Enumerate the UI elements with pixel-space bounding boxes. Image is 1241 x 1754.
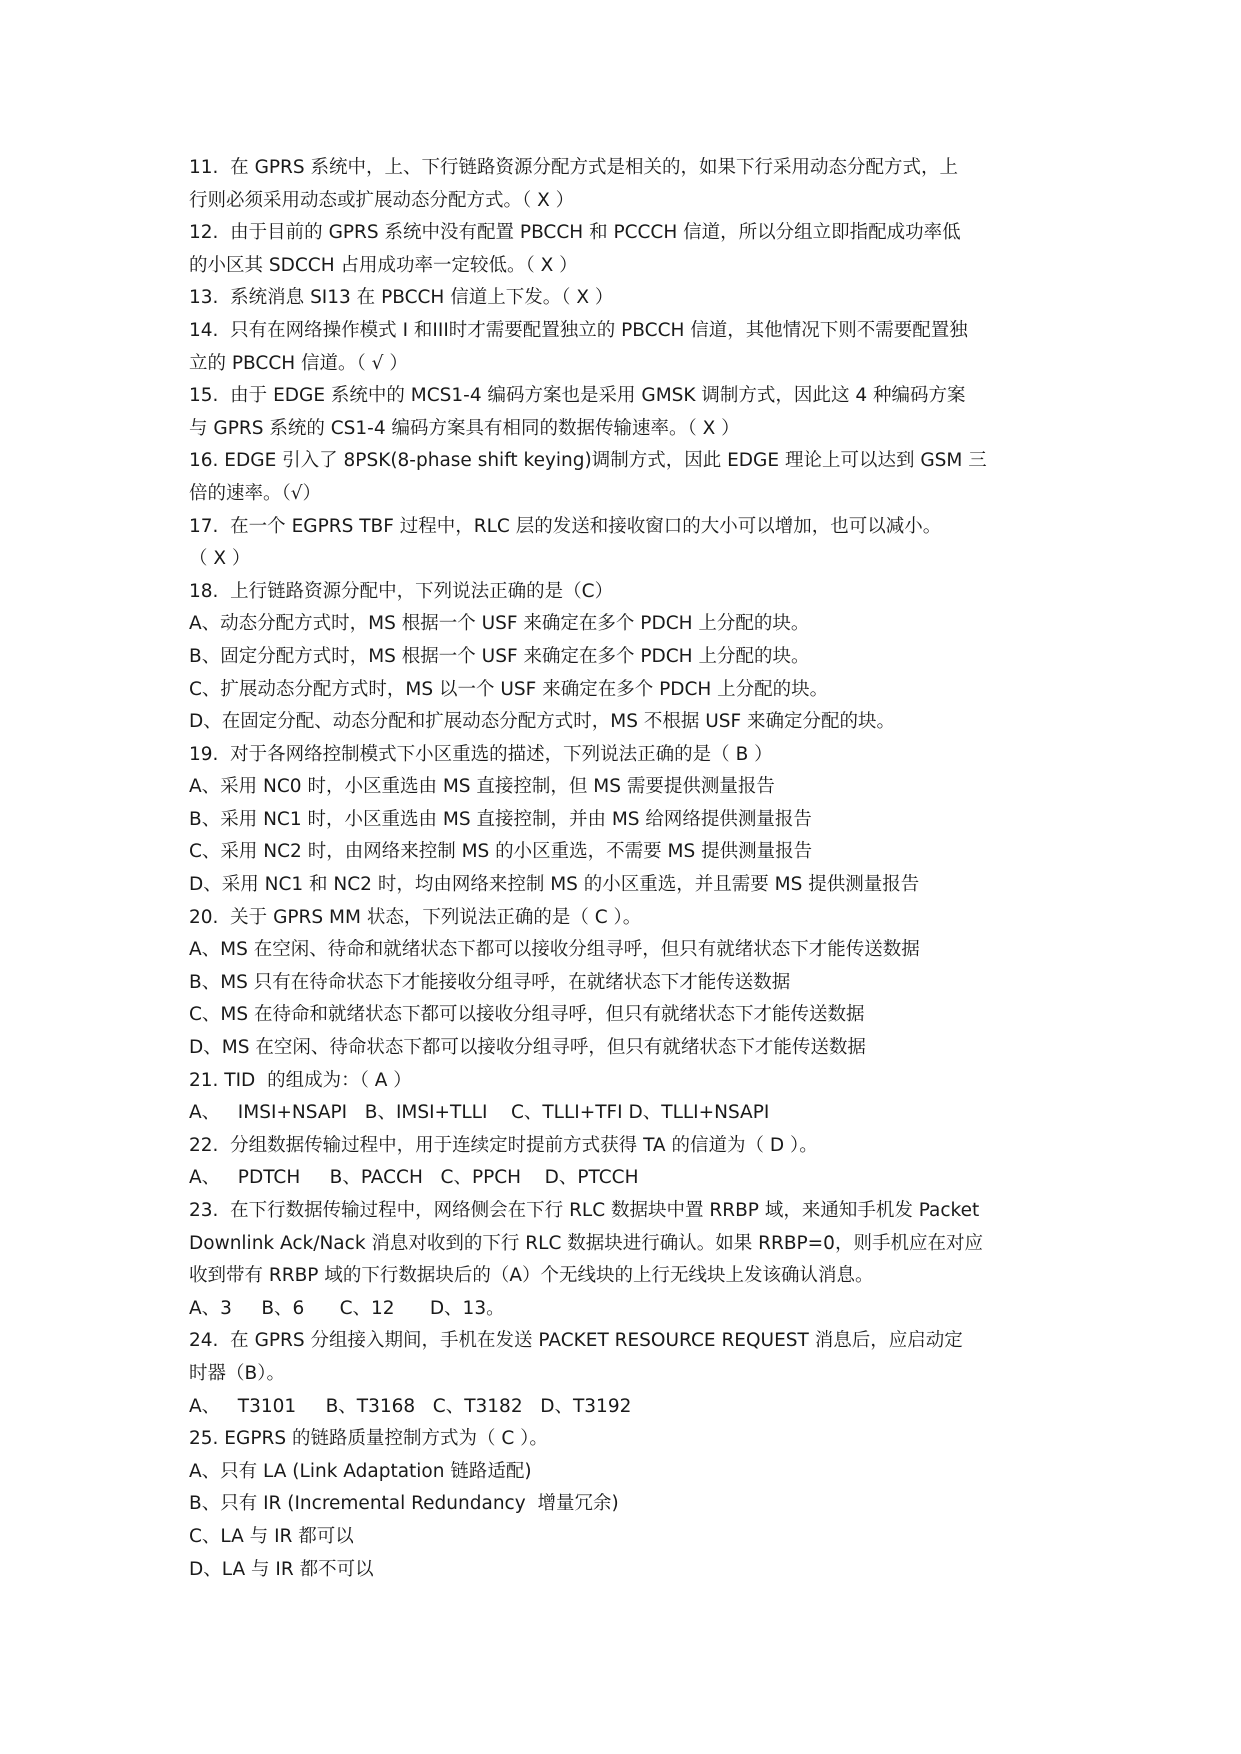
text-line: 立的 PBCCH 信道。（ √ ）: [189, 352, 408, 374]
text-line: A、动态分配方式时，MS 根据一个 USF 来确定在多个 PDCH 上分配的块。: [189, 613, 810, 635]
text-line: Downlink Ack/Nack 消息对收到的下行 RLC 数据块进行确认。如果 RRBP=0，则手机应在对应: [189, 1232, 983, 1254]
text-line: A、 T3101 B、T3168 C、T3182 D、T3192: [189, 1395, 632, 1417]
text-line: 时器（B）。: [189, 1362, 285, 1384]
text-line: 25. EGPRS 的链路质量控制方式为（ C ）。: [189, 1428, 548, 1450]
text-line: B、只有 IR (Incremental Redundancy 增量冗余): [189, 1493, 619, 1515]
text-line: C、扩展动态分配方式时，MS 以一个 USF 来确定在多个 PDCH 上分配的块。: [189, 678, 829, 700]
text-line: 行则必须采用动态或扩展动态分配方式。（ X ）: [189, 189, 575, 211]
text-line: 17. 在一个 EGPRS TBF 过程中，RLC 层的发送和接收窗口的大小可以增加，也可以减小。: [189, 515, 942, 537]
text-line: D、MS 在空闲、待命状态下都可以接收分组寻呼，但只有就绪状态下才能传送数据: [189, 1037, 866, 1059]
text-line: 收到带有 RRBP 域的下行数据块后的（A）个无线块的上行无线块上发该确认消息。: [189, 1265, 874, 1287]
question-list: [189, 152, 1059, 1586]
text-line: 倍的速率。（√）: [189, 482, 322, 504]
text-line: C、采用 NC2 时，由网络来控制 MS 的小区重选，不需要 MS 提供测量报告: [189, 841, 813, 863]
text-line: C、LA 与 IR 都可以: [189, 1525, 354, 1547]
text-line: 22. 分组数据传输过程中，用于连续定时提前方式获得 TA 的信道为（ D ）。: [189, 1134, 818, 1156]
text-line: D、采用 NC1 和 NC2 时，均由网络来控制 MS 的小区重选，并且需要 MS 提供测量报告: [189, 874, 920, 896]
text-line: 的小区其 SDCCH 占用成功率一定较低。（ X ）: [189, 254, 578, 276]
text-line: D、在固定分配、动态分配和扩展动态分配方式时，MS 不根据 USF 来确定分配的块。: [189, 711, 896, 733]
text-line: 18. 上行链路资源分配中，下列说法正确的是（C）: [189, 580, 614, 602]
text-line: A、只有 LA (Link Adaptation 链路适配): [189, 1460, 532, 1482]
text-line: 15. 由于 EDGE 系统中的 MCS1-4 编码方案也是采用 GMSK 调制方式，因此这 4 种编码方案: [189, 385, 966, 407]
text-line: 11. 在 GPRS 系统中，上、下行链路资源分配方式是相关的，如果下行采用动态分配方式，上: [189, 157, 959, 178]
text-line: 14. 只有在网络操作模式 I 和III时才需要配置独立的 PBCCH 信道，其他情况下则不需要配置独: [189, 319, 968, 341]
text-line: A、采用 NC0 时，小区重选由 MS 直接控制，但 MS 需要提供测量报告: [189, 776, 775, 798]
text-line: B、采用 NC1 时，小区重选由 MS 直接控制，并由 MS 给网络提供测量报告: [189, 808, 812, 830]
text-line: C、MS 在待命和就绪状态下都可以接收分组寻呼，但只有就绪状态下才能传送数据: [189, 1004, 865, 1026]
text-line: 20. 关于 GPRS MM 状态，下列说法正确的是（ C ）。: [189, 906, 642, 928]
text-line: 23. 在下行数据传输过程中，网络侧会在下行 RLC 数据块中置 RRBP 域，来通知手机发 Packet: [189, 1200, 980, 1221]
text-line: 13. 系统消息 SI13 在 PBCCH 信道上下发。（ X ）: [189, 287, 614, 309]
text-line: A、 PDTCH B、PACCH C、PPCH D、PTCCH: [189, 1167, 639, 1189]
text-line: 与 GPRS 系统的 CS1-4 编码方案具有相同的数据传输速率。（ X ）: [189, 417, 740, 439]
text-line: B、固定分配方式时，MS 根据一个 USF 来确定在多个 PDCH 上分配的块。: [189, 645, 810, 667]
text-line: A、3 B、6 C、12 D、13。: [189, 1297, 505, 1319]
text-line: 24. 在 GPRS 分组接入期间，手机在发送 PACKET RESOURCE REQUEST 消息后，应启动定: [189, 1330, 963, 1352]
text-line: 19. 对于各网络控制模式下小区重选的描述，下列说法正确的是（ B ）: [189, 743, 773, 765]
text-line: 16. EDGE 引入了 8PSK(8-phase shift keying)调制方式，因此 EDGE 理论上可以达到 GSM 三: [189, 450, 987, 472]
text-line: A、 IMSI+NSAPI B、IMSI+TLLI C、TLLI+TFI D、TLLI+NSAPI: [189, 1102, 770, 1124]
text-line: B、MS 只有在待命状态下才能接收分组寻呼，在就绪状态下才能传送数据: [189, 971, 791, 993]
text-line: D、LA 与 IR 都不可以: [189, 1558, 374, 1580]
text-line: 12. 由于目前的 GPRS 系统中没有配置 PBCCH 和 PCCCH 信道，所以分组立即指配成功率低: [189, 222, 961, 244]
text-line: A、MS 在空闲、待命和就绪状态下都可以接收分组寻呼，但只有就绪状态下才能传送数据: [189, 939, 920, 961]
text-line: 21. TID 的组成为：（ A ）: [189, 1069, 412, 1091]
text-line: （ X ）: [189, 548, 251, 570]
